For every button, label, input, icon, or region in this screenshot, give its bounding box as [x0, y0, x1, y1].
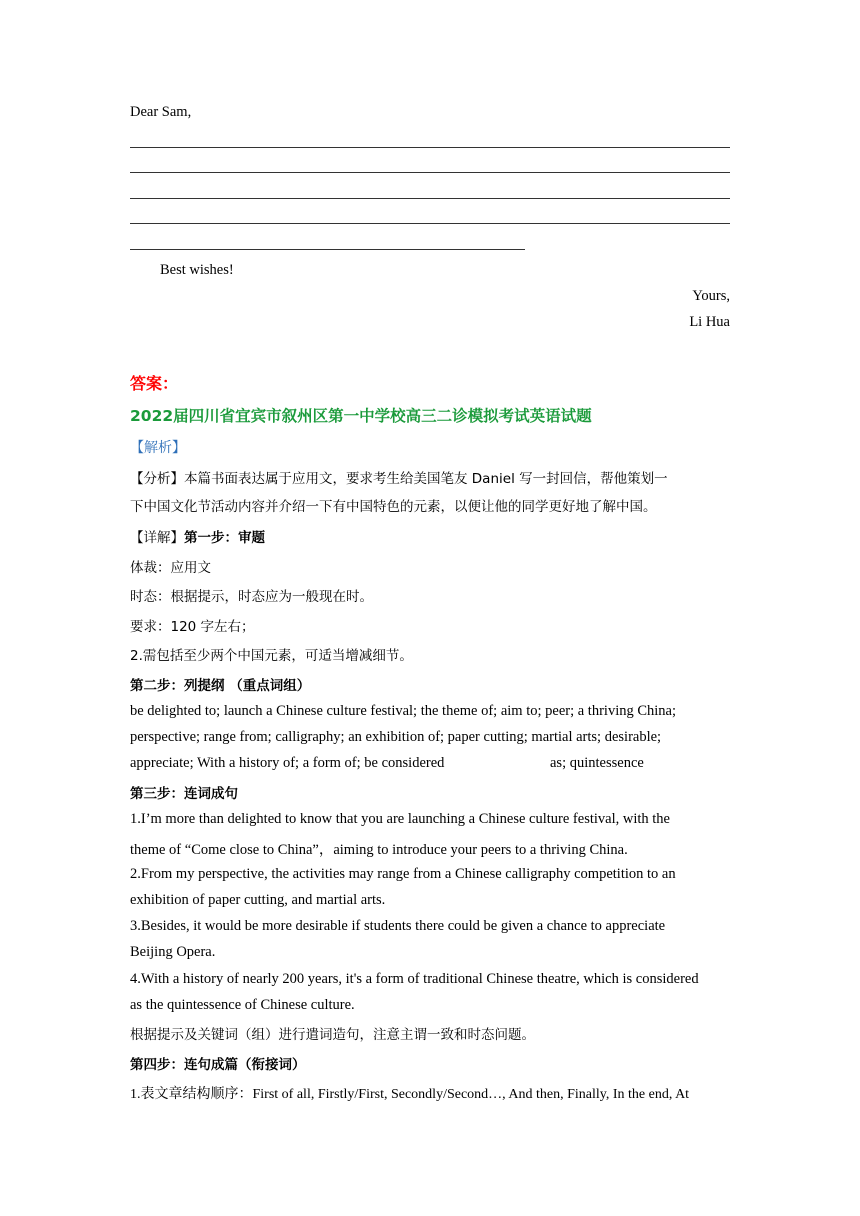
step2-heading: 第二步：列提纲 （重点词组） [130, 678, 311, 694]
letter-greeting: Dear Sam, [130, 104, 192, 120]
sentence-1a: 1.I’m more than delighted to know that you are launching a Chinese culture festival, with the [130, 811, 670, 827]
phrases-line-1: be delighted to; launch a Chinese culture festival; the theme of; aim to; peer; a thriving China; [130, 703, 677, 719]
phrases-line-3a: appreciate; With a history of; a form of; be considered [130, 755, 445, 771]
detail-heading [130, 526, 265, 546]
sentence-3b: Beijing Opera. [130, 944, 216, 960]
sentence-1b: theme of “Come close to China”，aiming to introduce your peers to a thriving China. [130, 842, 628, 858]
writing-line-5 [130, 249, 525, 250]
exam-title: 2022届四川省宜宾市叙州区第一中学校高三二诊模拟考试英语试题 [130, 407, 592, 425]
sentence-3a: 3.Besides, it would be more desirable if students there could be given a chance to appreciate [130, 918, 666, 934]
sentence-4b: as the quintessence of Chinese culture. [130, 997, 355, 1013]
sentence-4a: 4.With a history of nearly 200 years, it's a form of traditional Chinese theatre, which is considered [130, 971, 699, 987]
letter-name: Li Hua [689, 314, 730, 330]
writing-line-4 [130, 223, 730, 224]
writing-line-3 [130, 198, 730, 199]
letter-sign-off: Yours, [692, 288, 730, 304]
tense-line: 时态：根据提示，时态应为一般现在时。 [130, 589, 373, 605]
answer-label: 答案： [130, 374, 179, 393]
sentence-2a: 2.From my perspective, the activities may range from a Chinese calligraphy competition to an [130, 866, 676, 882]
tip-line: 根据提示及关键词（组）进行遣词造句，注意主谓一致和时态问题。 [130, 1027, 535, 1043]
letter-closing: Best wishes! [160, 262, 234, 278]
step1-heading: 第一步：审题 [184, 530, 265, 546]
requirement-line: 要求：120 字左右； [130, 619, 255, 635]
step4-heading: 第四步：连句成篇（衔接词） [130, 1057, 306, 1073]
writing-line-1 [130, 147, 730, 148]
note2-line: 2.需包括至少两个中国元素，可适当增减细节。 [130, 648, 413, 664]
fenxi-line-1: 【分析】本篇书面表达属于应用文，要求考生给美国笔友 Daniel 写一封回信，帮他策划一 [130, 471, 668, 487]
sentence-2b: exhibition of paper cutting, and martial arts. [130, 892, 386, 908]
phrases-line-2: perspective; range from; calligraphy; an exhibition of; paper cutting; martial arts; desirable; [130, 729, 662, 745]
phrases-line-3b: as; quintessence [550, 755, 644, 771]
fenxi-line-2: 下中国文化节活动内容并介绍一下有中国特色的元素，以便让他的同学更好地了解中国。 [130, 499, 657, 515]
order-line: 1.表文章结构顺序：First of all, Firstly/First, Secondly/Second…, And then, Finally, In the end, At [130, 1087, 690, 1102]
analysis-label: 【解析】 [130, 440, 186, 456]
detail-label: 【详解】 [130, 530, 184, 546]
step3-heading: 第三步：连词成句 [130, 786, 238, 802]
writing-line-2 [130, 172, 730, 173]
genre-line: 体裁：应用文 [130, 560, 211, 576]
